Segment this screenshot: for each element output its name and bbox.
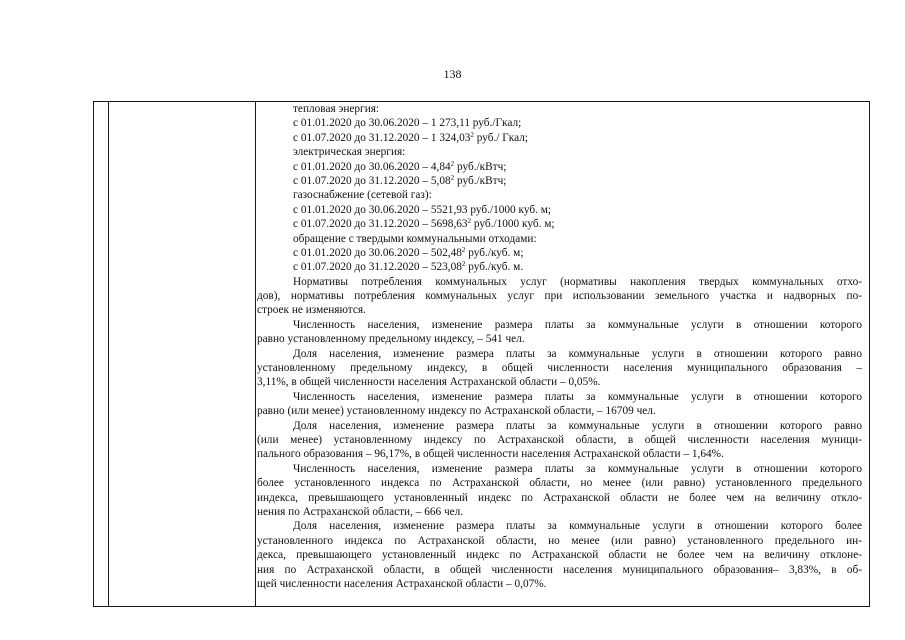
tariff-line: с 01.07.2020 до 31.12.2020 – 523,08$^2$ руб./куб. м. [293,260,524,274]
column-divider-2 [255,102,256,606]
tariff-heading-gas: газоснабжение (сетевой газ): [293,189,432,202]
paragraph-line: щей численности населения Астраханской области – 0,07%. [257,577,547,590]
tariff-line: с 01.01.2020 до 30.06.2020 – 1 273,11 руб./Гкал; [293,117,522,130]
paragraph-line: установленного индекса по Астраханской области, но менее (или равно) установленного предельного ин- [257,534,862,547]
paragraph-line: Численность населения, изменение размера платы за коммунальные услуги в отношении которого [293,318,862,331]
paragraph-line: Численность населения, изменение размера платы за коммунальные услуги в отношении которого [293,462,862,475]
tariff-line: с 01.07.2020 до 31.12.2020 – 5,08$^2$ руб./кВтч; [293,173,507,187]
paragraph-line: установленному предельному индексу, в общей численности населения муниципального образования – [257,362,862,375]
tariff-line: с 01.01.2020 до 30.06.2020 – 4,84$^2$ руб./кВтч; [293,159,507,173]
paragraph-line: индекса, превышающего установленный индекс по Астраханской области не более чем на величину откло- [257,491,862,504]
tariff-heading-heat: тепловая энергия: [293,103,380,115]
document-table [93,101,870,607]
paragraph-line: пального образования – 96,17%, в общей численности населения Астраханской области – 1,64%. [257,448,724,461]
tariff-line: с 01.01.2020 до 30.06.2020 – 5521,93 руб./1000 куб. м; [293,203,552,216]
paragraph-line: нения по Астраханской области, – 666 чел. [257,505,464,518]
tariff-line: с 01.07.2020 до 31.12.2020 – 5698,63$^2$ руб./1000 куб. м; [293,217,555,231]
paragraph-line: Численность населения, изменение размера платы за коммунальные услуги в отношении которого [293,390,862,403]
tariff-heading-waste: обращение с твердыми коммунальными отходами: [293,232,537,245]
paragraph-line: дов), нормативы потребления коммунальных услуг при использовании земельного участка и надворных по- [257,290,862,303]
paragraph-line: Доля населения, изменение размера платы за коммунальные услуги в отношении которого равно [293,419,862,432]
tariff-line: с 01.01.2020 до 30.06.2020 – 502,48$^2$ руб./куб. м; [293,245,524,259]
paragraph-line: более установленного индекса по Астраханской области, но менее (или равно) установленного предельного [257,477,862,490]
paragraph-line: Нормативы потребления коммунальных услуг (нормативы накопления твердых коммунальных отхо- [293,275,862,288]
paragraph-line: декса, превышающего установленный индекс по Астраханской области не более чем на величину отклоне- [257,549,862,562]
paragraph-line: (или менее) установленному индексу по Астраханской области, в общей численности населения муници- [257,433,862,446]
paragraph-line: равно (или менее) установленному индексу по Астраханской области, – 16709 чел. [257,405,656,418]
tariff-line: с 01.07.2020 до 31.12.2020 – 1 324,03$^2$ руб./ Гкал; [293,130,529,144]
table-cell-text [257,102,862,591]
paragraph-line: Доля населения, изменение размера платы за коммунальные услуги в отношении которого равно [293,347,862,360]
column-divider-1 [108,102,109,606]
paragraph-line: равно установленному предельному индексу, – 541 чел. [257,333,525,346]
paragraph-line: строек не изменяются. [257,304,366,317]
paragraph-line: 3,11%, в общей численности населения Астраханской области – 0,05%. [257,376,601,389]
paragraph-line: Доля населения, изменение размера платы за коммунальные услуги в отношении которого более [293,520,862,533]
paragraph-line: ния по Астраханской области, в общей численности населения муниципального образования– 3,83%, в об- [257,563,862,576]
tariff-heading-electricity: электрическая энергия: [293,146,406,159]
page-number: 138 [443,67,462,81]
